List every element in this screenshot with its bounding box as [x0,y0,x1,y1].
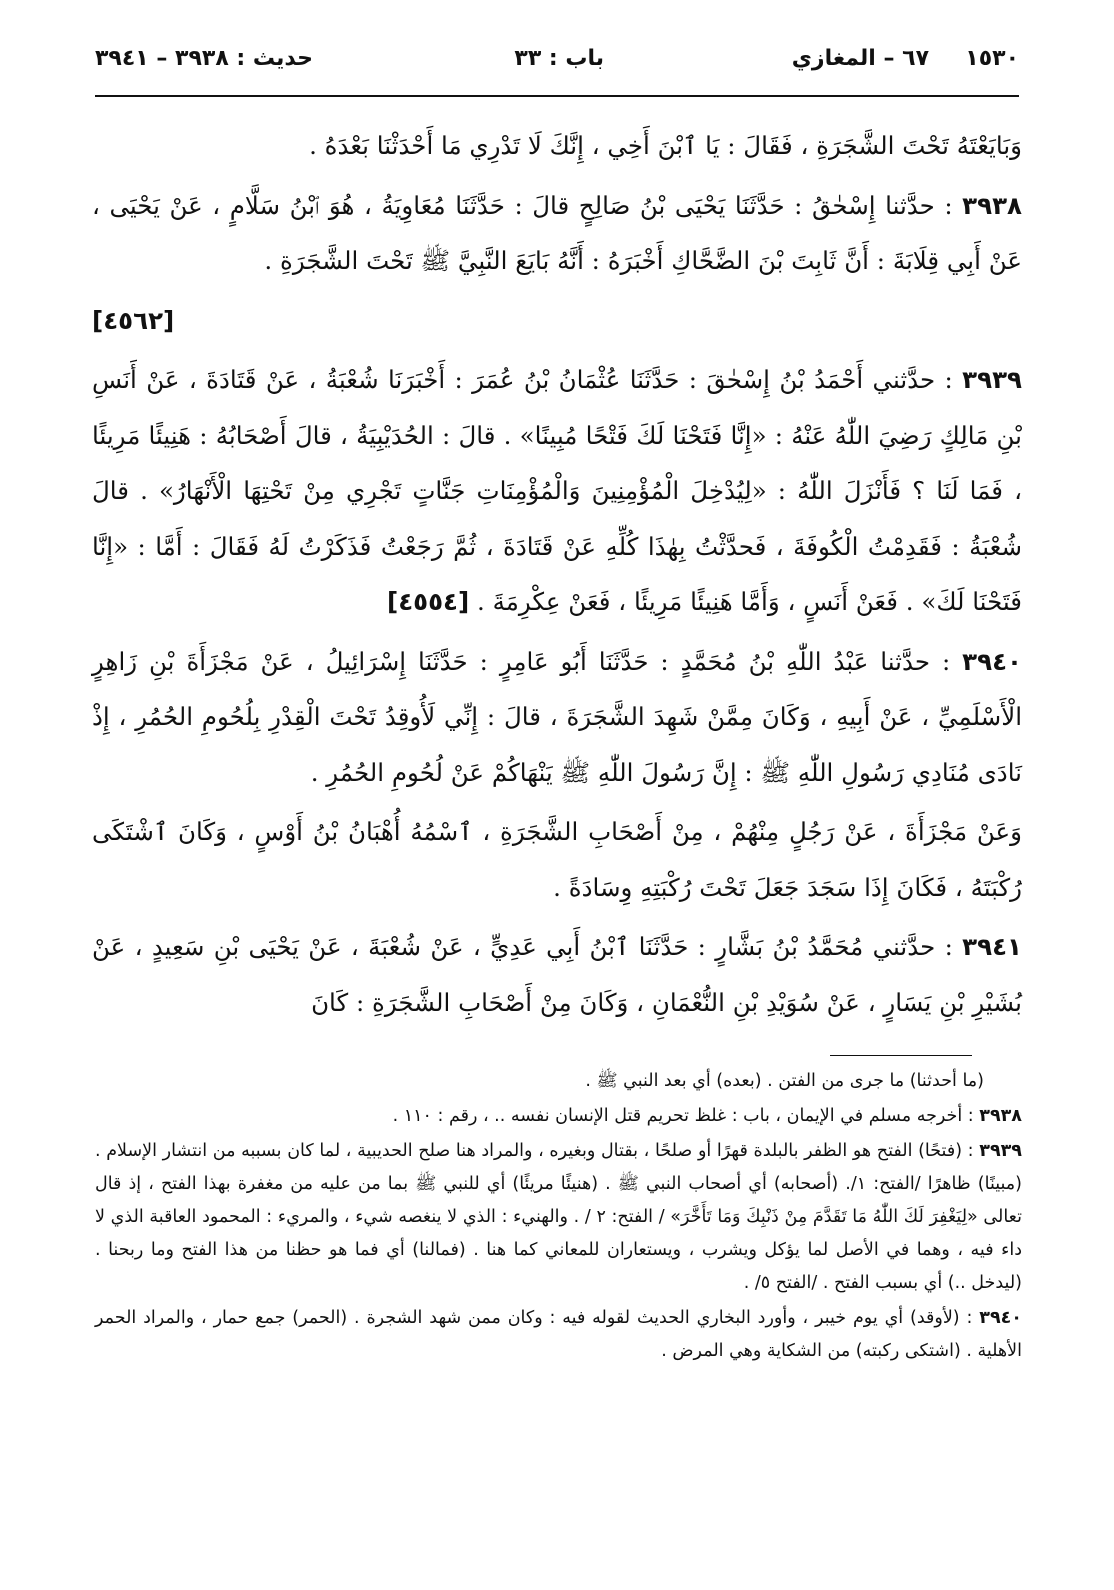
intro-paragraph: وَبَايَعْتَهُ تَحْتَ الشَّجَرَةِ ، فَقَالَ : يَا ٱبْنَ أَخِي ، إِنَّكَ لَا تَدْرِي مَا أَحْدَثْنَا بَعْدَهُ . [309,131,1022,160]
hadith-number: ٣٩٤٠ [962,646,1022,676]
page-number: ١٥٣٠ [965,46,1019,71]
hadith-text: : حدَّثني مُحَمَّدُ بْنُ بَشَّارٍ : حَدَّثَنَا ٱبْنُ أَبِي عَدِيٍّ ، عَنْ شُعْبَةَ ، عَنْ يَحْيَى بْنِ سَعِيدٍ ، عَنْ بُشَيْرِ بْنِ يَسَارٍ ، عَنْ سُوَيْدِ بْنِ النُّعْمَانِ ، وَكَانَ مِنْ أَصْحَابِ الشَّجَرَةِ : كَانَ [92,932,1022,1017]
hadith-number: ٣٩٣٩ [962,365,1022,394]
header-rule [95,95,1019,97]
footnote-intro: (ما أحدثنا) ما جرى من الفتن . (بعده) أي بعد النبي ﷺ . [585,1071,984,1091]
hadith-3938 [92,178,1022,289]
book-title: ٦٧ – المغازي [791,46,929,71]
footnote-3938: ٣٩٣٨ : أخرجه مسلم في الإيمان ، باب : غلظ تحريم قتل الإنسان نفسه .. ، رقم : ١١٠ . [392,1106,1022,1126]
footnote-rule [830,1055,972,1056]
hadith-text: : حدَّثنا عَبْدُ اللّٰهِ بْنُ مُحَمَّدٍ : حَدَّثَنَا أَبُو عَامِرٍ : حَدَّثَنَا إِسْرَائِيلُ ، عَنْ مَجْزَأَةَ بْنِ زَاهِرٍ الْأَسْلَمِيِّ ، عَنْ أَبِيهِ ، وَكَانَ مِمَّنْ شَهِدَ الشَّجَرَةَ ، قالَ : إِنِّي لَأُوقِدُ تَحْتَ الْقِدْرِ بِلُحُومِ الحُمُرِ ، إِذْ نَادَى مُنَادِي رَسُولِ اللّٰهِ ﷺ : إِنَّ رَسُولَ اللّٰهِ ﷺ يَنْهَاكُمْ عَنْ لُحُومِ الحُمُرِ . [92,646,1022,787]
hadith-range: حديث : ٣٩٣٨ – ٣٩٤١ [95,46,313,71]
main-text [92,118,1022,1034]
cross-reference: [٤٥٥٤] [386,587,470,616]
hadith-number: ٣٩٣٨ [962,190,1022,220]
footnote-3939: ٣٩٣٩ : (فتحًا) الفتح هو الظفر بالبلدة قهرًا أو صلحًا ، بقتال وبغيره ، والمراد هنا صلح الحديبية ، لما كان بسببه من انتشار الإسلام . (مبينًا) ظاهرًا /الفتح: ١/. (أصحابه) أي أصحاب النبي ﷺ . (هنيئًا مريئًا) أي للنبي ﷺ بما من عليه من مغفرة بهذا الفتح ، إذ قال تعالى «لِيَغْفِرَ لَكَ اللّٰهُ مَا تَقَدَّمَ مِنْ ذَنْبِكَ وَمَا تَأَخَّرَ» / الفتح: ٢ / . والهنيء : الذي لا ينغصه شيء ، والمريء : المحمود العاقبة الذي لا داء فيه ، وهما في الأصل لما يؤكل ويشرب ، ويستعاران للمعاني كما هنا . (فمالنا) أي فما هو حظنا من هذا الفتح وما ربحنا . (ليدخل ..) أي بسبب الفتح . /الفتح ٥/ . [95,1141,1022,1293]
footnote-3940: ٣٩٤٠ : (لأوقد) أي يوم خيبر ، وأورد البخاري الحديث لقوله فيه : وكان ممن شهد الشجرة . (الحمر) جمع حمار ، والمراد الحمر الأهلية . (اشتكى ركبته) من الشكاية وهي المرض . [95,1308,1022,1361]
cross-reference: [٤٥٦٢] [92,305,175,335]
hadith-3939 [92,352,1022,630]
footnotes [95,1065,1022,1370]
chapter-number: باب : ٣٣ [514,46,604,71]
hadith-text: : حدَّثنا إِسْحٰقُ : حَدَّثَنَا يَحْيَى بْنُ صَالِحٍ قالَ : حَدَّثَنَا مُعَاوِيَةُ ، هُوَ ٱبْنُ سَلَّامٍ ، عَنْ يَحْيَى ، عَنْ أَبِي قِلَابَةَ : أَنَّ ثَابِتَ بْنَ الضَّحَّاكِ أَخْبَرَهُ : أَنَّهُ بَايَعَ النَّبِيَّ ﷺ تَحْتَ الشَّجَرَةِ . [92,190,1022,275]
hadith-3941 [92,919,1022,1030]
hadith-number: ٣٩٤١ [962,932,1022,961]
hadith-3940-continuation: وَعَنْ مَجْزَأَةَ ، عَنْ رَجُلٍ مِنْهُمْ ، مِنْ أَصْحَابِ الشَّجَرَةِ ، ٱسْمُهُ أُهْبَانُ بْنُ أَوْسٍ ، وَكَانَ ٱشْتَكَى رُكْبَتَهُ ، فَكَانَ إِذَا سَجَدَ جَعَلَ تَحْتَ رُكْبَتِهِ وِسَادَةً . [92,817,1022,902]
hadith-text: : حدَّثني أَحْمَدُ بْنُ إِسْحٰقَ : حَدَّثَنَا عُثْمَانُ بْنُ عُمَرَ : أَخْبَرَنَا شُعْبَةُ ، عَنْ قَتَادَةَ ، عَنْ أَنَسِ بْنِ مَالِكٍ رَضِيَ اللّٰهُ عَنْهُ : «إِنَّا فَتَحْنَا لَكَ فَتْحًا مُبِينًا» . قالَ : الحُدَيْبِيَةُ ، قالَ أَصْحَابُهُ : هَنِيئًا مَرِيئًا ، فَمَا لَنَا ؟ فَأَنْزَلَ اللّٰهُ : «لِيُدْخِلَ الْمُؤْمِنِينَ وَالْمُؤْمِنَاتِ جَنَّاتٍ تَجْرِي مِنْ تَحْتِهَا الْأَنْهَارُ» . قالَ شُعْبَةُ : فَقَدِمْتُ الْكُوفَةَ ، فَحدَّثْتُ بِهٰذَا كُلِّهِ عَنْ قَتَادَةَ ، ثُمَّ رَجَعْتُ فَذَكَرْتُ لَهُ فَقَالَ : أَمَّا : «إِنَّا فَتَحْنَا لَكَ» . فَعَنْ أَنَسٍ ، وَأَمَّا هَنِيئًا مَرِيئًا ، فَعَنْ عِكْرِمَةَ . [92,365,1022,616]
hadith-3940 [92,634,1022,801]
running-header [95,46,1019,86]
